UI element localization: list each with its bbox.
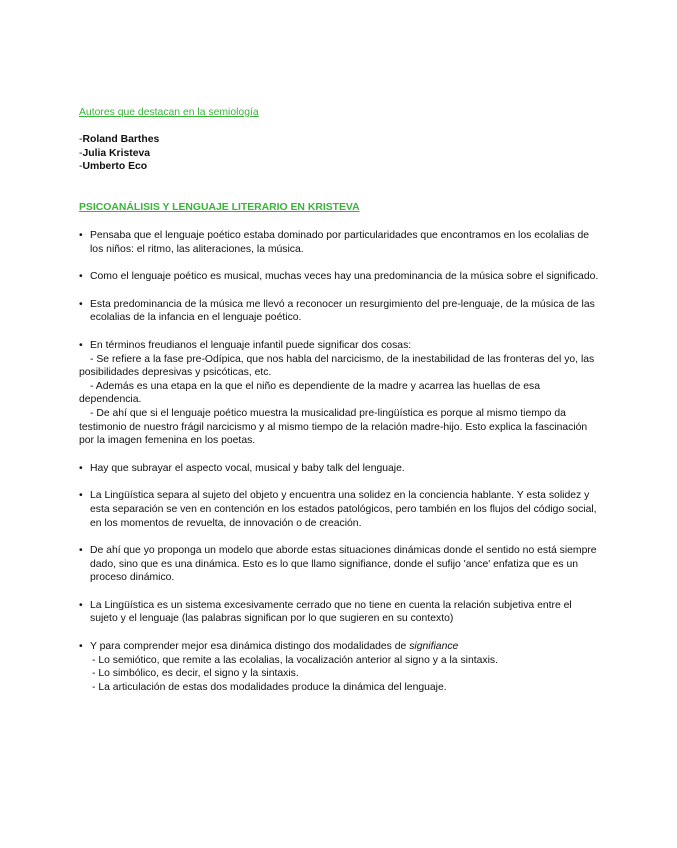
bullet-text: En términos freudianos el lenguaje infantil puede significar dos cosas: xyxy=(90,339,412,351)
section-title: PSICOANÁLISIS Y LENGUAJE LITERARIO EN KRISTEVA xyxy=(79,202,360,213)
author-dash: - xyxy=(79,134,83,145)
author-item xyxy=(79,133,159,147)
bullet-item xyxy=(79,599,599,626)
bullet-subpoint: - Además es una etapa en la que el niño es dependiente de la madre y acarrea las huellas de esa dependencia. xyxy=(79,380,540,406)
bullet-subpoint: - De ahí que si el lenguaje poético muestra la musicalidad pre-lingüística es porque al mismo tiempo da testimonio de nuestro frágil narcicismo y al mismo tiempo de la relación madre-hijo. Esto explica la fascinación por la imagen femenina en los poetas. xyxy=(79,407,588,447)
bullet-text: Como el lenguaje poético es musical, muchas veces hay una predominancia de la música sobre el significado. xyxy=(90,271,599,283)
bullet-text: Esta predominancia de la música me llevó a reconocer un resurgimiento del pre-lenguaje, de la música de las ecolalias de la infancia en el lenguaje poético. xyxy=(90,298,595,324)
bullet-item xyxy=(79,640,599,694)
author-name: Umberto Eco xyxy=(82,161,148,173)
bullet-text: De ahí que yo proponga un modelo que aborde estas situaciones dinámicas donde el sentido no está siempre dado, sino que es una dinámica. Esto es lo que llamo signifiance, donde el sufijo 'ance' enfatiza que es un proceso dinámico. xyxy=(90,545,597,584)
bullet-item xyxy=(79,298,599,325)
bullet-dot: • xyxy=(79,462,83,474)
bullet-dot: • xyxy=(79,339,83,351)
bullet-item xyxy=(79,489,599,530)
bullet-dot: • xyxy=(79,490,83,502)
bullet-subpoint: - Se refiere a la fase pre-Odípica, que nos habla del narcicismo, de la inestabilidad de las fronteras del yo, las posibilidades depresivas y psicóticas, etc. xyxy=(79,353,595,379)
bullet-text: Hay que subrayar el aspecto vocal, musical y baby talk del lenguaje. xyxy=(90,462,405,474)
bullet-item xyxy=(79,462,599,476)
bullet-text xyxy=(90,640,599,654)
bullet-dot: • xyxy=(79,271,83,283)
author-dash: - xyxy=(79,161,83,173)
bullet-dot: • xyxy=(79,599,83,611)
authors-list xyxy=(79,133,159,174)
bullet-text-intro: Y para comprender mejor esa dinámica distingo dos modalidades de xyxy=(90,641,410,653)
bullet-dot: • xyxy=(79,230,83,241)
bullet-subpoint: - Lo semiótico, que remite a las ecolalias, la vocalización anterior al signo y a la sintaxis. xyxy=(92,654,499,666)
author-item xyxy=(79,160,159,174)
bullet-dot: • xyxy=(79,545,83,557)
bullet-item xyxy=(79,339,599,448)
bullet-list xyxy=(79,229,599,708)
bullet-dot: • xyxy=(79,641,83,653)
author-dash: - xyxy=(79,147,83,159)
bullet-text-italic: signifiance xyxy=(409,641,459,653)
authors-heading-link[interactable]: Autores que destacan en la semiología xyxy=(79,107,259,118)
author-name: Julia Kristeva xyxy=(82,147,151,159)
bullet-subpoint: - La articulación de estas dos modalidades produce la dinámica del lenguaje. xyxy=(92,681,447,693)
author-item xyxy=(79,147,159,161)
bullet-item xyxy=(79,544,599,585)
bullet-text: La Lingüística es un sistema excesivamente cerrado que no tiene en cuenta la relación subjetiva entre el sujeto y el lenguaje (las palabras significan por lo que sugieren en su contexto) xyxy=(90,599,572,625)
bullet-text: Pensaba que el lenguaje poético estaba dominado por particularidades que encontramos en los ecolalias de los niños: el ritmo, las aliteraciones, la música. xyxy=(90,230,590,255)
bullet-subpoint: - Lo simbólico, es decir, el signo y la sintaxis. xyxy=(92,668,299,680)
bullet-dot: • xyxy=(79,298,83,310)
bullet-item xyxy=(79,270,599,284)
bullet-text: La Lingüística separa al sujeto del objeto y encuentra una solidez en la conciencia hablante. Y esta solidez y esta separación se ven en contención en los estados patológicos, pero también en los flujos del código social, en los momentos de revuelta, de innovación o de creación. xyxy=(90,490,597,529)
bullet-item xyxy=(79,229,599,256)
author-name: Roland Barthes xyxy=(82,134,160,145)
